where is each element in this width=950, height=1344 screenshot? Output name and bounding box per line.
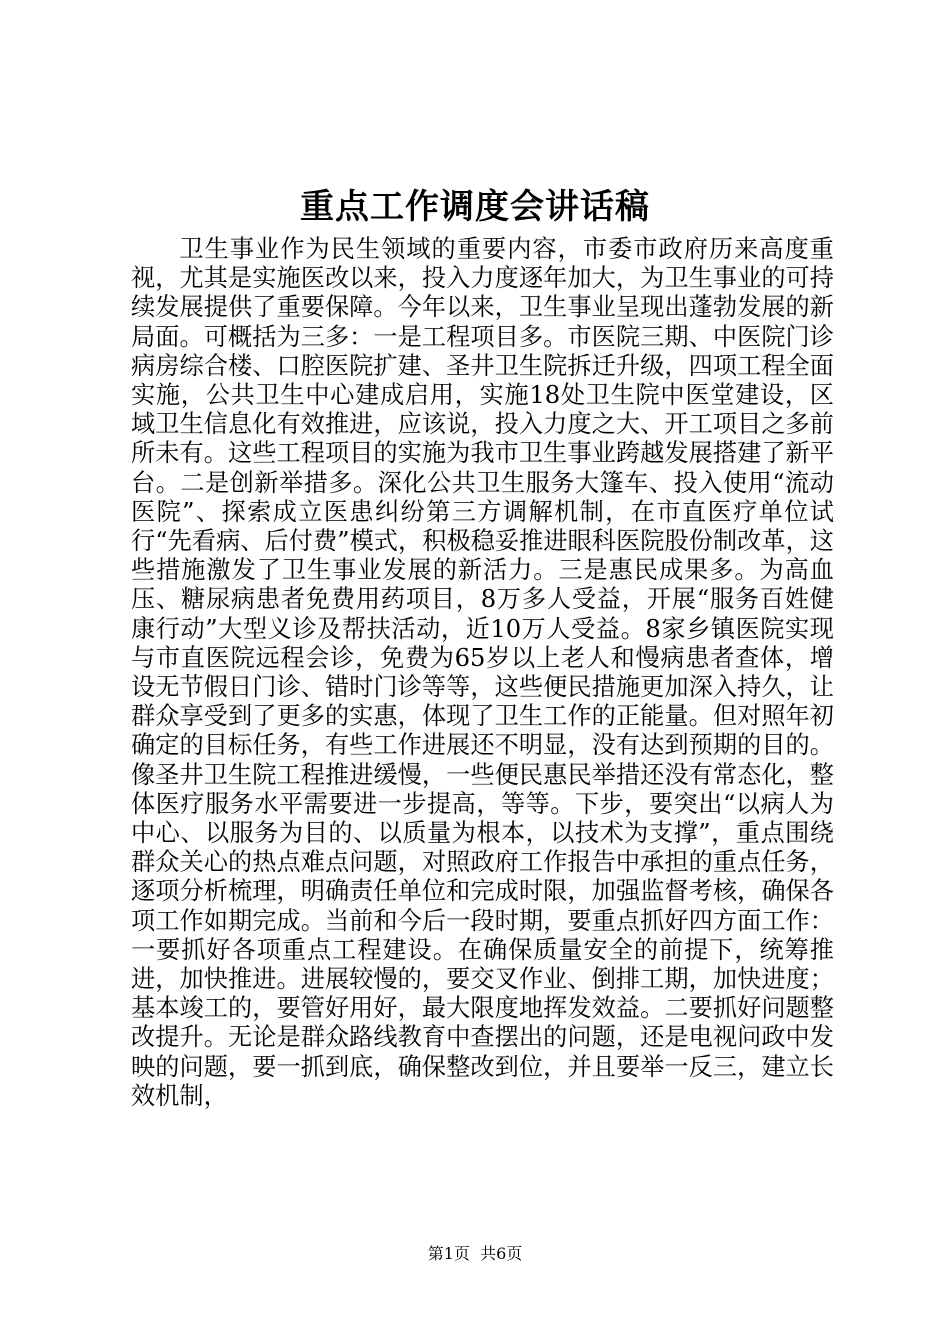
- page-number: 第1页: [427, 1244, 470, 1263]
- document-body-paragraph: 卫生事业作为民生领域的重要内容，市委市政府历来高度重视，尤其是实施医改以来，投入力度逐年加大，为卫生事业的可持续发展提供了重要保障。今年以来，卫生事业呈现出蓬勃发展的新局面。可概括为三多：一是工程项目多。市医院三期、中医院门诊病房综合楼、口腔医院扩建、圣井卫生院拆迁升级，四项工程全面实施，公共卫生中心建成启用，实施18处卫生院中医堂建设，区域卫生信息化有效推进，应该说，投入力度之大、开工项目之多前所未有。这些工程项目的实施为我市卫生事业跨越发展搭建了新平台。二是创新举措多。深化公共卫生服务大篷车、投入使用“流动医院”、探索成立医患纠纷第三方调解机制，在市直医疗单位试行“先看病、后付费”模式，积极稳妥推进眼科医院股份制改革，这些措施激发了卫生事业发展的新活力。三是惠民成果多。为高血压、糖尿病患者免费用药项目，8万多人受益，开展“服务百姓健康行动”大型义诊及帮扶活动，近10万人受益。8家乡镇医院实现与市直医院远程会诊，免费为65岁以上老人和慢病患者查体，增设无节假日门诊、错时门诊等等，这些便民措施更加深入持久，让群众享受到了更多的实惠，体现了卫生工作的正能量。但对照年初确定的目标任务，有些工作进展还不明显，没有达到预期的目的。像圣井卫生院工程推进缓慢，一些便民惠民举措还没有常态化，整体医疗服务水平需要进一步提高，等等。下步，要突出“以病人为中心、以服务为目的、以质量为根本，以技术为支撑”，重点围绕群众关心的热点难点问题，对照政府工作报告中承担的重点任务，逐项分析梳理，明确责任单位和完成时限，加强监督考核，确保各项工作如期完成。当前和今后一段时期，要重点抓好四方面工作：一要抓好各项重点工程建设。在确保质量安全的前提下，统筹推进，加快推进。进展较慢的，要交叉作业、倒排工期，加快进度；基本竣工的，要管好用好，最大限度地挥发效益。二要抓好问题整改提升。无论是群众路线教育中查摆出的问题，还是电视问政中发映的问题，要一抓到底，确保整改到位，并且要举一反三，建立长效机制，: [131, 235, 834, 1110]
- page-footer: [0, 1243, 950, 1265]
- page-total: 共6页: [480, 1244, 523, 1263]
- document-title: 重点工作调度会讲话稿: [300, 187, 650, 227]
- footer-separator: [470, 1244, 480, 1263]
